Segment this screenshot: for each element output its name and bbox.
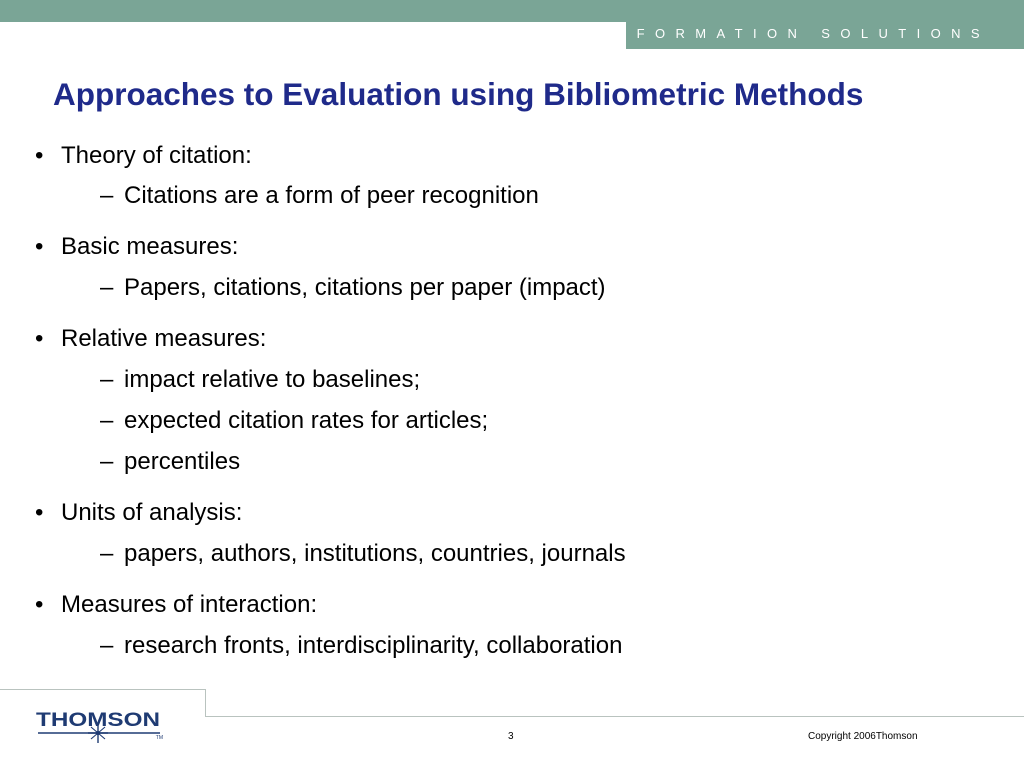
bullet-item	[35, 142, 252, 170]
sub-text: impact relative to baselines;	[124, 366, 421, 393]
sub-item	[100, 182, 539, 210]
sub-item	[100, 540, 626, 568]
sub-dash: –	[100, 448, 114, 475]
sub-text: papers, authors, institutions, countries, journals	[124, 540, 626, 567]
sub-dash: –	[100, 540, 114, 567]
sub-text: percentiles	[124, 448, 241, 475]
bullet-dot: •	[35, 591, 44, 618]
bullet-text: Units of analysis:	[61, 499, 243, 526]
sub-dash: –	[100, 182, 114, 209]
header-banner	[602, 22, 1024, 49]
thomson-logo	[36, 708, 166, 744]
bullet-item	[35, 591, 317, 619]
bullet-dot: •	[35, 142, 44, 169]
sub-text: Citations are a form of peer recognition	[124, 182, 539, 209]
sub-item	[100, 407, 488, 435]
bullet-item	[35, 325, 266, 353]
copyright-text: Copyright 2006Thomson	[808, 731, 918, 742]
bullet-dot: •	[35, 233, 44, 260]
page-number: 3	[508, 731, 514, 742]
sub-item	[100, 274, 606, 302]
sub-dash: –	[100, 632, 114, 659]
footer-divider	[0, 689, 205, 690]
bullet-text: Measures of interaction:	[61, 591, 318, 618]
sub-item	[100, 366, 420, 394]
bullet-dot: •	[35, 325, 44, 352]
bullet-text: Basic measures:	[61, 233, 239, 260]
sub-text: Papers, citations, citations per paper (impact)	[124, 274, 606, 301]
footer-divider-right	[205, 716, 1024, 717]
bullet-dot: •	[35, 499, 44, 526]
logo-trademark: TM	[155, 735, 163, 741]
bullet-item	[35, 499, 242, 527]
bullet-text: Relative measures:	[61, 325, 267, 352]
bullet-text: Theory of citation:	[61, 142, 252, 169]
sub-dash: –	[100, 366, 114, 393]
slide-title: Approaches to Evaluation using Bibliometric Methods	[53, 76, 864, 112]
sub-text: research fronts, interdisciplinarity, collaboration	[124, 632, 623, 659]
sub-dash: –	[100, 407, 114, 434]
banner-text: INFORMATION SOLUTIONS	[602, 26, 990, 41]
sub-item	[100, 448, 240, 476]
sub-item	[100, 632, 622, 660]
sub-dash: –	[100, 274, 114, 301]
bullet-item	[35, 233, 238, 261]
sub-text: expected citation rates for articles;	[124, 407, 489, 434]
logo-wordmark: THOMSON	[36, 710, 160, 731]
footer-divider-step	[205, 689, 206, 716]
top-band	[0, 0, 1024, 22]
